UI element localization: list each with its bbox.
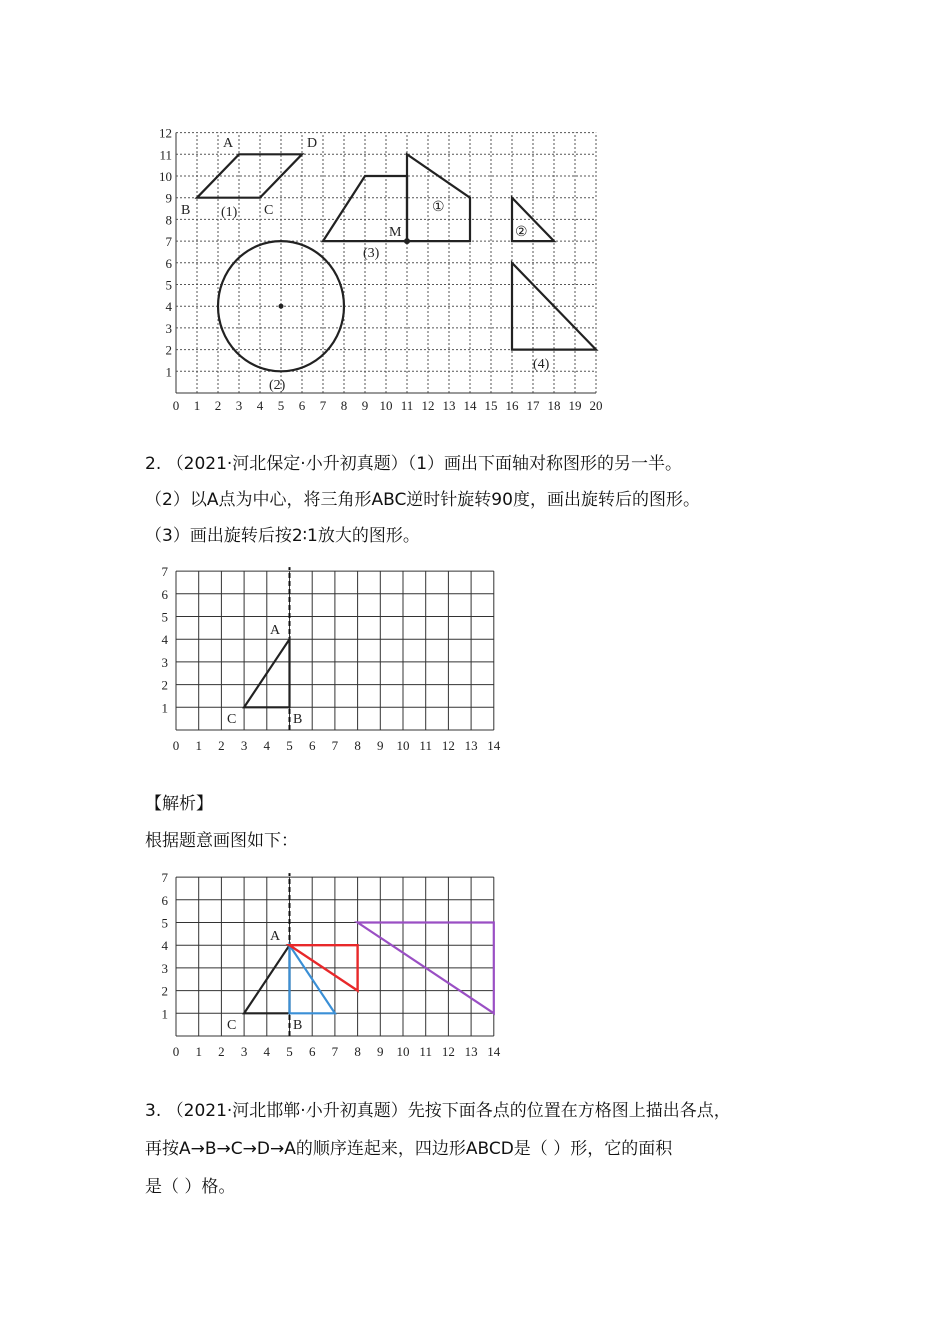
grid3-shapes xyxy=(244,873,494,1036)
fig1-y-tick: 6 xyxy=(165,255,172,271)
grid3-label-C: C xyxy=(227,1018,237,1033)
fig1-label-fig2: (2) xyxy=(269,378,286,393)
grid-x-tick: 6 xyxy=(308,1044,316,1059)
question-2-grid xyxy=(145,560,525,760)
fig1-x-tick: 7 xyxy=(319,398,327,413)
grid-y-tick: 5 xyxy=(161,915,168,931)
grid-y-tick: 3 xyxy=(161,654,168,670)
fig1-y-tick: 12 xyxy=(159,125,172,141)
fig1-label-fig1: (1) xyxy=(221,205,238,220)
fig1-x-tick: 14 xyxy=(463,398,477,413)
grid2-grid xyxy=(162,564,501,753)
grid-y-tick: 7 xyxy=(161,564,168,580)
fig1-y-tick: 11 xyxy=(159,147,172,163)
grid-x-tick: 8 xyxy=(354,738,361,753)
grid-y-tick: 5 xyxy=(161,609,168,625)
fig1-label-fig3: (3) xyxy=(363,246,380,261)
grid-x-tick: 14 xyxy=(487,1044,501,1059)
grid-x-tick: 9 xyxy=(377,1044,384,1059)
q2-line-3: （3）画出旋转后按2∶1放大的图形。 xyxy=(145,526,420,546)
grid-x-tick: 10 xyxy=(396,1044,410,1059)
fig1-y-tick: 2 xyxy=(165,342,172,358)
grid-x-tick: 10 xyxy=(396,738,410,753)
fig1-y-tick: 8 xyxy=(165,212,172,228)
fig1-label-M: M xyxy=(389,225,402,240)
grid-x-tick: 2 xyxy=(218,738,225,753)
fig1-x-tick: 3 xyxy=(235,398,243,413)
fig1-y-tick: 10 xyxy=(159,169,172,184)
fig1-x-tick: 20 xyxy=(589,398,603,413)
fig1-y-tick: 7 xyxy=(165,234,172,250)
point-M xyxy=(404,238,410,244)
fig1-y-tick: 5 xyxy=(165,277,172,293)
grid-y-tick: 7 xyxy=(161,870,168,886)
answer-grid xyxy=(145,866,525,1066)
q2-line-1: 2. （2021·河北保定·小升初真题）（1）画出下面轴对称图形的另一半。 xyxy=(145,454,683,474)
grid3-label-A: A xyxy=(270,929,281,944)
coordinate-figure-1 xyxy=(145,120,625,420)
fig1-label-fig4: (4) xyxy=(533,357,550,372)
q3-line-2: 再按A→B→C→D→A的顺序连起来，四边形ABCD是（ ）形，它的面积 xyxy=(145,1139,673,1159)
grid-x-tick: 6 xyxy=(308,738,316,753)
analysis-text: 根据题意画图如下： xyxy=(145,831,298,851)
grid-y-tick: 2 xyxy=(161,677,168,693)
grid-x-tick: 1 xyxy=(195,738,202,753)
grid2-label-C: C xyxy=(227,712,237,727)
fig1-y-tick: 1 xyxy=(165,364,172,380)
fig1-y-tick: 4 xyxy=(165,299,172,315)
grid-x-tick: 11 xyxy=(419,738,432,753)
grid3-label-B: B xyxy=(293,1018,303,1033)
grid-x-tick: 4 xyxy=(263,1044,271,1059)
grid-y-tick: 6 xyxy=(161,892,168,908)
grid-x-tick: 9 xyxy=(377,738,384,753)
grid-x-tick: 14 xyxy=(487,738,501,753)
fig1-x-tick: 13 xyxy=(442,398,456,413)
fig1-label-circ1: ① xyxy=(432,200,445,215)
grid2-label-B: B xyxy=(293,712,303,727)
grid-y-tick: 1 xyxy=(161,1006,168,1022)
grid-x-tick: 4 xyxy=(263,738,271,753)
grid-y-tick: 3 xyxy=(161,960,168,976)
fig1-x-tick: 2 xyxy=(214,398,222,413)
grid-x-tick: 7 xyxy=(331,738,339,753)
fig1-x-tick: 16 xyxy=(505,398,519,413)
grid-y-tick: 6 xyxy=(161,586,168,602)
grid-x-tick: 12 xyxy=(441,738,455,753)
fig1-x-tick: 5 xyxy=(277,398,285,413)
fig1-label-A: A xyxy=(223,136,234,151)
grid-x-tick: 2 xyxy=(218,1044,225,1059)
q3-line-3: 是（ ）格。 xyxy=(145,1177,236,1197)
grid-x-tick: 7 xyxy=(331,1044,339,1059)
grid-x-tick: 5 xyxy=(286,738,293,753)
fig1-x-tick: 6 xyxy=(298,398,306,413)
grid-x-tick: 13 xyxy=(464,738,478,753)
fig1-x-tick: 1 xyxy=(193,398,201,413)
grid-x-tick: 8 xyxy=(354,1044,361,1059)
fig1-label-C: C xyxy=(264,203,274,218)
fig1-label-circ2: ② xyxy=(515,225,528,240)
fig1-x-tick: 17 xyxy=(526,398,540,413)
grid-x-tick: 12 xyxy=(441,1044,455,1059)
grid-x-tick: 5 xyxy=(286,1044,293,1059)
grid-y-tick: 2 xyxy=(161,983,168,999)
grid-x-tick: 0 xyxy=(172,738,180,753)
q2-line-2: （2）以A点为中心，将三角形ABC逆时针旋转90度，画出旋转后的图形。 xyxy=(145,490,700,510)
grid-x-tick: 3 xyxy=(240,738,248,753)
analysis-heading: 【解析】 xyxy=(145,794,213,814)
fig1-x-tick: 0 xyxy=(172,398,180,413)
fig1-y-tick: 9 xyxy=(165,190,172,206)
fig1-x-tick: 4 xyxy=(256,398,264,413)
fig1-x-tick: 10 xyxy=(379,398,393,413)
grid-y-tick: 1 xyxy=(161,700,168,716)
fig1-x-tick: 11 xyxy=(400,398,414,413)
grid-x-tick: 13 xyxy=(464,1044,478,1059)
q3-line-1: 3. （2021·河北邯郸·小升初真题）先按下面各点的位置在方格图上描出各点， xyxy=(145,1101,731,1121)
grid-x-tick: 11 xyxy=(419,1044,432,1059)
grid-x-tick: 3 xyxy=(240,1044,248,1059)
fig1-label-D: D xyxy=(307,136,318,151)
grid-x-tick: 1 xyxy=(195,1044,202,1059)
grid3-grid xyxy=(162,870,501,1059)
fig1-x-tick: 15 xyxy=(484,398,498,413)
grid2-label-A: A xyxy=(270,623,281,638)
fig1-x-tick: 19 xyxy=(568,398,582,413)
grid-y-tick: 4 xyxy=(161,938,168,954)
fig1-x-tick: 9 xyxy=(361,398,369,413)
fig1-x-tick: 18 xyxy=(547,398,561,413)
fig1-x-tick: 12 xyxy=(421,398,435,413)
grid-x-tick: 0 xyxy=(172,1044,180,1059)
circle-center xyxy=(279,304,284,309)
fig1-x-tick: 8 xyxy=(340,398,348,413)
grid-y-tick: 4 xyxy=(161,632,168,648)
fig1-label-B: B xyxy=(181,203,191,218)
fig1-y-tick: 3 xyxy=(165,320,172,336)
